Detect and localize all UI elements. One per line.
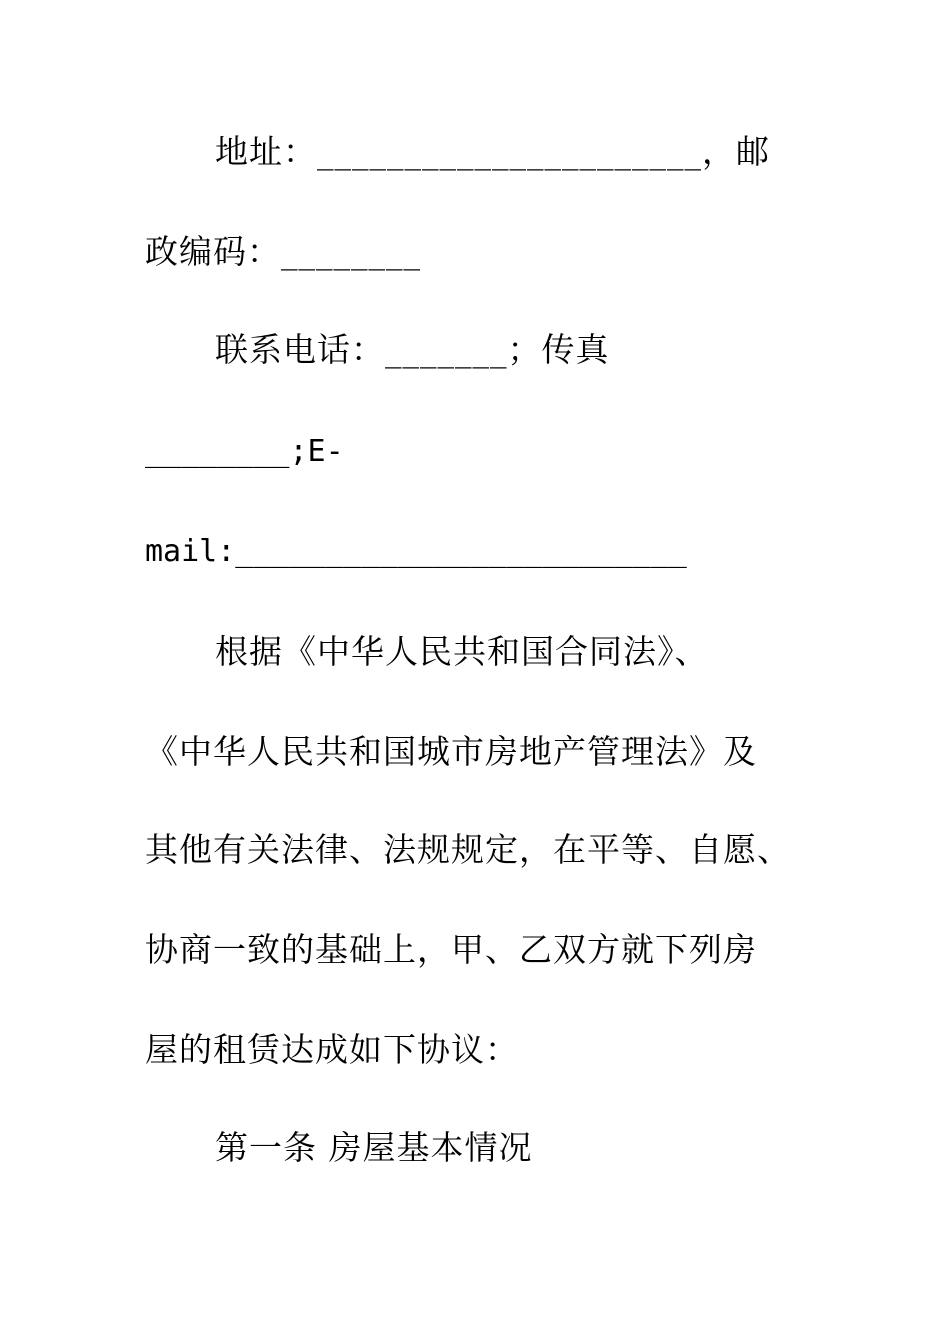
address-line: 地址：______________________，邮 <box>215 132 770 171</box>
email-line: mail:_________________________ <box>145 534 687 569</box>
paragraph-line: 其他有关法律、法规规定，在平等、自愿、 <box>145 830 791 869</box>
article-heading: 第一条 房屋基本情况 <box>215 1128 533 1167</box>
paragraph-line: 协商一致的基础上，甲、乙双方就下列房 <box>145 930 757 969</box>
paragraph-line: 屋的租赁达成如下协议： <box>145 1030 519 1069</box>
fax-email-line: ________;E- <box>145 434 344 469</box>
postal-code-line: 政编码：________ <box>145 232 421 271</box>
paragraph-line: 根据《中华人民共和国合同法》、 <box>215 632 709 671</box>
phone-fax-line: 联系电话：_______；传真 <box>215 330 610 369</box>
paragraph-line: 《中华人民共和国城市房地产管理法》及 <box>145 732 757 771</box>
